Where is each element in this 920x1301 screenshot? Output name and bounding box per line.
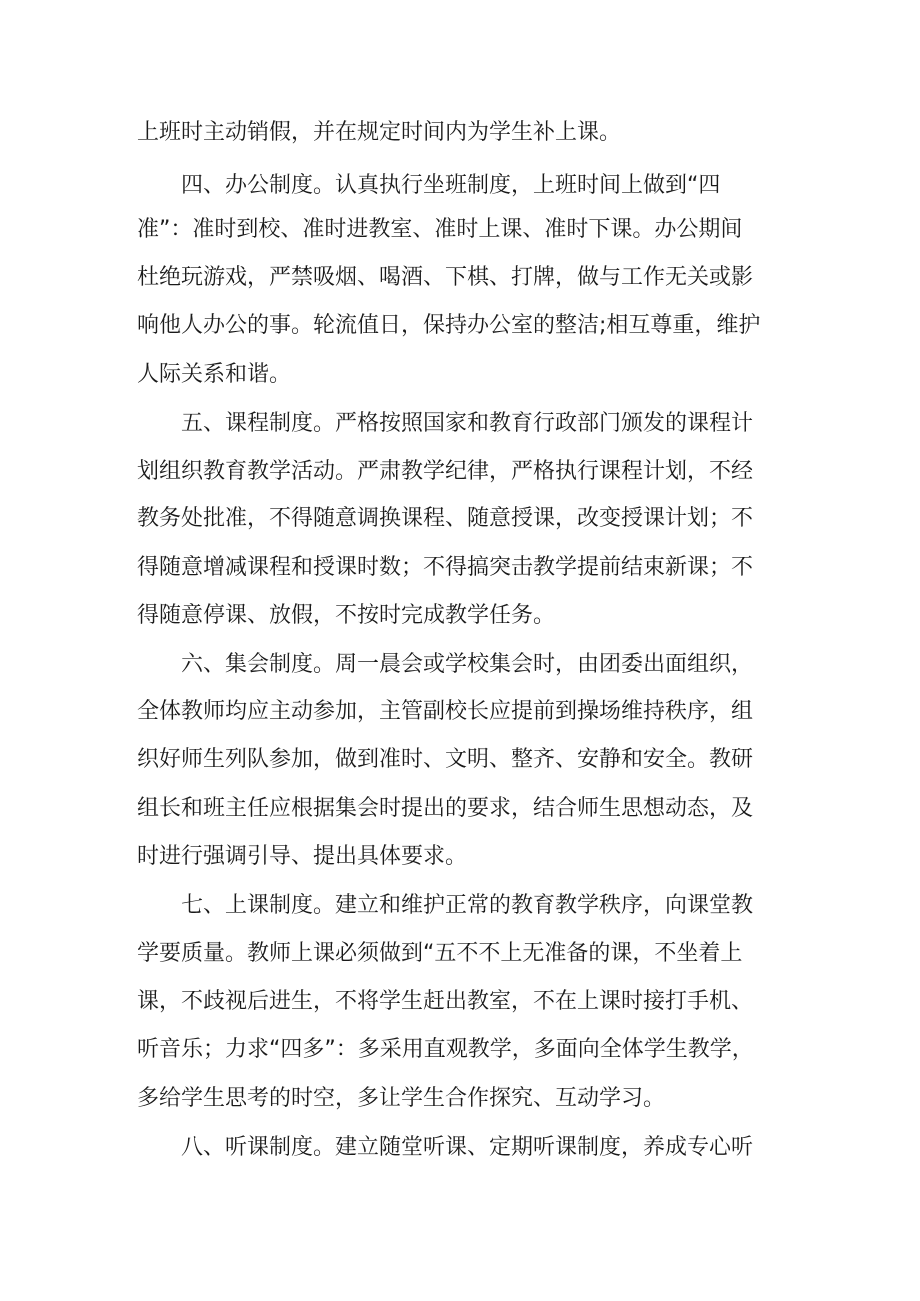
text-line: 人际关系和谐。 — [137, 362, 292, 387]
text-line: 时进行强调引导、提出具体要求。 — [137, 844, 468, 869]
paragraph-heading-line: 六、集会制度。周一晨会或学校集会时，由团委出面组织， — [181, 652, 754, 677]
text-line: 学要质量。教师上课必须做到“五不不上无准备的课，不坐着上 — [137, 941, 743, 966]
text-line: 织好师生列队参加，做到准时、文明、整齐、安静和安全。教研 — [137, 747, 754, 772]
text-line: 得随意增减课程和授课时数；不得搞突击教学提前结束新课；不 — [137, 555, 754, 580]
text-line: 杜绝玩游戏，严禁吸烟、喝酒、下棋、打牌，做与工作无关或影 — [137, 265, 754, 290]
text-line: 多给学生思考的时空，多让学生合作探究、互动学习。 — [137, 1086, 666, 1111]
paragraph-heading-line: 四、办公制度。认真执行坐班制度，上班时间上做到“四 — [181, 173, 721, 198]
text-line: 上班时主动销假，并在规定时间内为学生补上课。 — [137, 120, 622, 145]
text-line: 组长和班主任应根据集会时提出的要求，结合师生思想动态，及 — [137, 796, 754, 821]
text-line: 全体教师均应主动参加，主管副校长应提前到操场维持秩序，组 — [137, 699, 754, 724]
paragraph-heading-line: 七、上课制度。建立和维护正常的教育教学秩序，向课堂教 — [181, 893, 754, 918]
text-line: 得随意停课、放假，不按时完成教学任务。 — [137, 603, 556, 628]
text-line: 教务处批准，不得随意调换课程、随意授课，改变授课计划；不 — [137, 506, 754, 531]
text-line: 响他人办公的事。轮流值日，保持办公室的整洁;相互尊重，维护 — [137, 313, 761, 338]
text-line: 课，不歧视后进生，不将学生赶出教室，不在上课时接打手机、 — [137, 989, 754, 1014]
paragraph-heading-line: 五、课程制度。严格按照国家和教育行政部门颁发的课程计 — [181, 411, 754, 436]
text-line: 听音乐；力求“四多”：多采用直观教学，多面向全体学生教学， — [137, 1037, 754, 1062]
text-line: 划组织教育教学活动。严肃教学纪律，严格执行课程计划，不经 — [137, 459, 754, 484]
paragraph-heading-line: 八、听课制度。建立随堂听课、定期听课制度，养成专心听 — [181, 1135, 754, 1160]
text-line: 准”：准时到校、准时进教室、准时上课、准时下课。办公期间 — [137, 217, 743, 242]
